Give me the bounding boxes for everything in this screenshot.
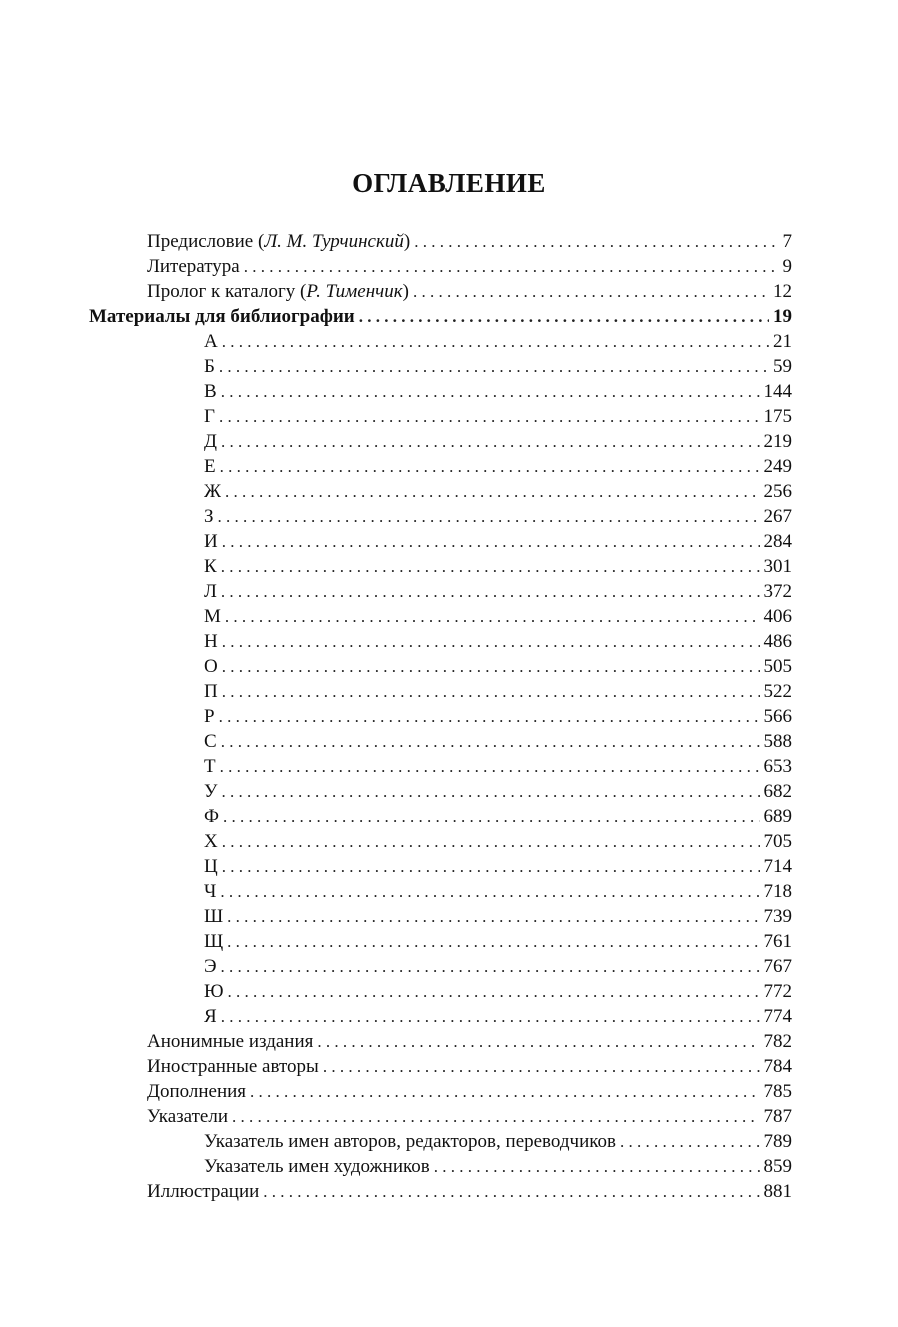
- toc-page-number: 12: [773, 281, 792, 302]
- toc-page-number: 705: [763, 831, 792, 852]
- dot-leader: [250, 1079, 759, 1104]
- toc-entry-letter[interactable]: [204, 579, 792, 604]
- toc-entry-label: С: [204, 731, 217, 752]
- dot-leader: [620, 1129, 760, 1154]
- author-name: Р. Тименчик: [306, 281, 403, 302]
- dot-leader: [317, 1029, 759, 1054]
- toc-entry-label: Предисловие (Л. М. Турчинский): [147, 231, 411, 252]
- dot-leader: [434, 1154, 760, 1179]
- toc-page-number: 881: [763, 1181, 792, 1202]
- toc-entry-letter[interactable]: [204, 504, 792, 529]
- toc-entry-letter[interactable]: [204, 879, 792, 904]
- toc-page-number: 59: [773, 356, 792, 377]
- toc-entry-label: Щ: [204, 931, 224, 952]
- toc-entry-letter[interactable]: [204, 629, 792, 654]
- toc-entry-letter[interactable]: [204, 329, 792, 354]
- toc-entry-letter[interactable]: [204, 529, 792, 554]
- toc-entry-letter[interactable]: [204, 779, 792, 804]
- dot-leader: [223, 804, 759, 829]
- toc-page-number: 859: [763, 1156, 792, 1177]
- dot-leader: [221, 954, 760, 979]
- dot-leader: [227, 904, 759, 929]
- dot-leader: [323, 1054, 760, 1079]
- dot-leader: [221, 579, 760, 604]
- toc-entry-label: Ц: [204, 856, 218, 877]
- toc-entry-literature[interactable]: [147, 254, 792, 279]
- toc-entry-prologue[interactable]: [147, 279, 792, 304]
- toc-entry-letter[interactable]: [204, 654, 792, 679]
- toc-page-number: 284: [763, 531, 792, 552]
- dot-leader: [222, 829, 760, 854]
- toc-page-number: 9: [782, 256, 792, 277]
- toc-entry-label: Ж: [204, 481, 222, 502]
- toc-entry-foreign[interactable]: [147, 1054, 792, 1079]
- toc-entry-letter[interactable]: [204, 704, 792, 729]
- toc-entry-anonymous[interactable]: [147, 1029, 792, 1054]
- dot-leader: [221, 554, 760, 579]
- toc-entry-illustrations[interactable]: [147, 1179, 792, 1204]
- toc-entry-label: З: [204, 506, 214, 527]
- dot-leader: [222, 654, 760, 679]
- toc-entry-label: Указатели: [147, 1106, 228, 1127]
- toc-entry-letter[interactable]: [204, 454, 792, 479]
- toc-entry-label: Д: [204, 431, 217, 452]
- toc-entry-letter[interactable]: [204, 554, 792, 579]
- toc-entry-letter[interactable]: [204, 904, 792, 929]
- toc-entry-letter[interactable]: [204, 479, 792, 504]
- toc-page-number: 774: [763, 1006, 792, 1027]
- toc-page-number: 714: [763, 856, 792, 877]
- toc-entry-preface[interactable]: [147, 229, 792, 254]
- dot-leader: [220, 879, 759, 904]
- author-name: Л. М. Турчинский: [264, 231, 404, 252]
- toc-page-number: 267: [763, 506, 792, 527]
- dot-leader: [219, 404, 760, 429]
- toc-entry-letter[interactable]: [204, 729, 792, 754]
- toc-page-number: 782: [763, 1031, 792, 1052]
- toc-page-number: 767: [763, 956, 792, 977]
- dot-leader: [228, 979, 760, 1004]
- toc-entry-letter[interactable]: [204, 1004, 792, 1029]
- dot-leader: [222, 629, 760, 654]
- toc-page-number: 566: [763, 706, 792, 727]
- toc-page-number: 772: [763, 981, 792, 1002]
- toc-page-number: 588: [763, 731, 792, 752]
- toc-page-number: 787: [763, 1106, 792, 1127]
- toc-entry-label: Указатель имен художников: [204, 1156, 430, 1177]
- toc-entry-letter[interactable]: [204, 404, 792, 429]
- toc-page-number: 21: [773, 331, 792, 352]
- toc-entry-label: Иллюстрации: [147, 1181, 260, 1202]
- toc-entry-label: Е: [204, 456, 216, 477]
- toc-entry-label: Б: [204, 356, 215, 377]
- toc-entry-additions[interactable]: [147, 1079, 792, 1104]
- toc-entry-label: Г: [204, 406, 215, 427]
- toc-entry-label: Ф: [204, 806, 220, 827]
- toc-entry-label: Ш: [204, 906, 224, 927]
- toc-entry-letter[interactable]: [204, 954, 792, 979]
- toc-entry-label: Ч: [204, 881, 217, 902]
- dot-leader: [244, 254, 779, 279]
- dot-leader: [263, 1179, 759, 1204]
- toc-entry-letter[interactable]: [204, 979, 792, 1004]
- toc-entry-label: М: [204, 606, 221, 627]
- toc-page-number: 761: [763, 931, 792, 952]
- toc-entry-index-artists[interactable]: [204, 1154, 792, 1179]
- toc-entry-label: Н: [204, 631, 218, 652]
- toc-entry-letter[interactable]: [204, 354, 792, 379]
- toc-entry-label: И: [204, 531, 218, 552]
- toc-page-number: 486: [763, 631, 792, 652]
- toc-page-number: 718: [763, 881, 792, 902]
- dot-leader: [232, 1104, 760, 1129]
- toc-entry-label: Анонимные издания: [147, 1031, 314, 1052]
- toc-entry-label: Х: [204, 831, 218, 852]
- toc-entry-label: Р: [204, 706, 215, 727]
- toc-entry-label: Литература: [147, 256, 240, 277]
- toc-entry-label: Иностранные авторы: [147, 1056, 319, 1077]
- dot-leader: [218, 504, 760, 529]
- dot-leader: [222, 854, 760, 879]
- toc-entry-label: К: [204, 556, 217, 577]
- dot-leader: [219, 354, 769, 379]
- toc-page-number: 689: [763, 806, 792, 827]
- toc-page-number: 219: [763, 431, 792, 452]
- dot-leader: [225, 604, 760, 629]
- toc-page-number: 19: [773, 306, 792, 327]
- toc-page-number: 682: [763, 781, 792, 802]
- toc-entry-label: Ю: [204, 981, 224, 1002]
- toc-entry-label: Л: [204, 581, 217, 602]
- toc-page-number: 372: [763, 581, 792, 602]
- toc-entry-label: У: [204, 781, 218, 802]
- toc-page-number: 784: [763, 1056, 792, 1077]
- dot-leader: [221, 379, 760, 404]
- toc-entry-letter[interactable]: [204, 754, 792, 779]
- dot-leader: [227, 929, 759, 954]
- toc-page-number: 175: [763, 406, 792, 427]
- toc-entry-label: Материалы для библиографии: [89, 306, 355, 327]
- toc-page-number: 256: [763, 481, 792, 502]
- dot-leader: [225, 479, 759, 504]
- toc-entry-label: Т: [204, 756, 216, 777]
- toc-page-number: 7: [782, 231, 792, 252]
- toc-entry-letter[interactable]: [204, 429, 792, 454]
- toc-entry-label: Э: [204, 956, 217, 977]
- page-title: ОГЛАВЛЕНИЕ: [352, 168, 546, 198]
- toc-entry-label: О: [204, 656, 218, 677]
- toc-page-number: 785: [763, 1081, 792, 1102]
- dot-leader: [221, 779, 759, 804]
- toc-entry-letter[interactable]: [204, 854, 792, 879]
- toc-entry-label: Указатель имен авторов, редакторов, переводчиков: [204, 1131, 616, 1152]
- dot-leader: [221, 729, 760, 754]
- toc-entry-label: А: [204, 331, 218, 352]
- dot-leader: [221, 429, 760, 454]
- dot-leader: [220, 754, 760, 779]
- toc-page-number: 739: [763, 906, 792, 927]
- toc-page-number: 249: [763, 456, 792, 477]
- toc-page-number: 301: [763, 556, 792, 577]
- toc-page-number: 522: [763, 681, 792, 702]
- dot-leader: [359, 304, 769, 329]
- toc-entry-label: Дополнения: [147, 1081, 247, 1102]
- dot-leader: [220, 454, 760, 479]
- toc-page-number: 144: [763, 381, 792, 402]
- toc-entry-letter[interactable]: [204, 804, 792, 829]
- dot-leader: [222, 329, 769, 354]
- toc-entry-indexes[interactable]: [147, 1104, 792, 1129]
- toc-entry-label: П: [204, 681, 218, 702]
- toc-entry-label: Я: [204, 1006, 217, 1027]
- toc-page-number: 406: [763, 606, 792, 627]
- toc-entry-letter[interactable]: [204, 929, 792, 954]
- dot-leader: [222, 679, 760, 704]
- toc-entry-label: Пролог к каталогу (Р. Тименчик): [147, 281, 409, 302]
- toc-page-number: 653: [763, 756, 792, 777]
- dot-leader: [221, 1004, 760, 1029]
- toc-page-number: 789: [763, 1131, 792, 1152]
- dot-leader: [414, 229, 778, 254]
- toc-entry-index-authors[interactable]: [204, 1129, 792, 1154]
- dot-leader: [219, 704, 760, 729]
- toc-entry-letter[interactable]: [204, 679, 792, 704]
- toc-entry-letter[interactable]: [204, 604, 792, 629]
- toc-entry-letter[interactable]: [204, 829, 792, 854]
- dot-leader: [413, 279, 769, 304]
- toc-entry-materials[interactable]: [89, 304, 792, 329]
- dot-leader: [222, 529, 760, 554]
- toc-entry-letter[interactable]: [204, 379, 792, 404]
- toc-entry-label: В: [204, 381, 217, 402]
- toc-page-number: 505: [763, 656, 792, 677]
